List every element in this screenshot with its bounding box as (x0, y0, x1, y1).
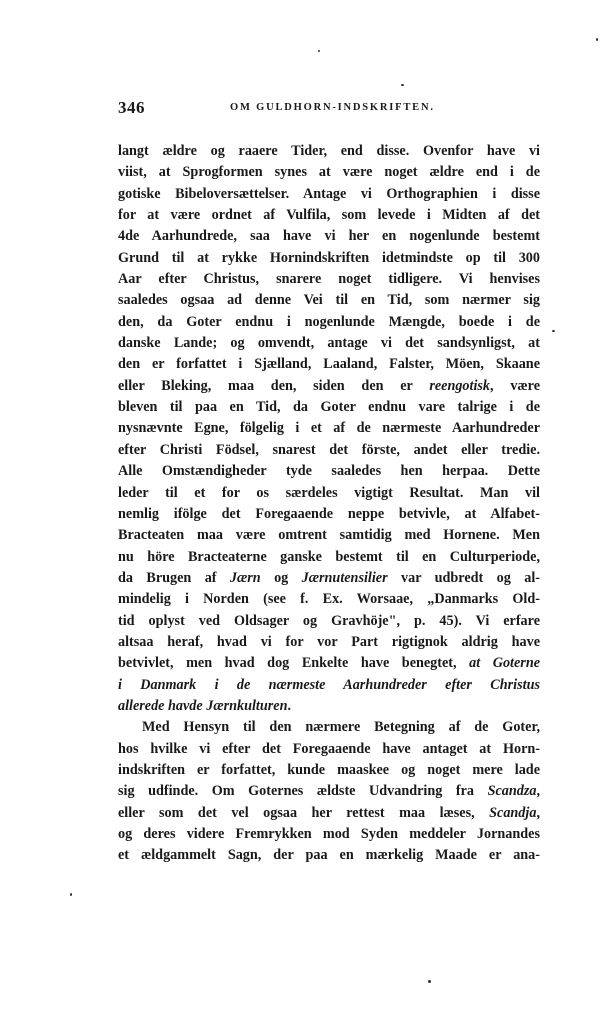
text-line: saaledes ogsaa ad denne Vei til en Tid, som nærmer sig (118, 292, 540, 309)
text-line: Grund til at rykke Hornindskriften idetmindste op til 300 (118, 249, 540, 266)
text-line: leder til et for os særdeles vigtigt Resultat. Man vil (118, 484, 540, 501)
page-number: 346 (118, 98, 145, 117)
text-line: betvivlet, men hvad dog Enkelte have benegtet, at Goterne (118, 655, 541, 672)
text-line: mindelig i Norden (see f. Ex. Worsaae, „Danmarks Old- (118, 591, 540, 608)
running-title: OM GULDHORN-INDSKRIFTEN. (230, 102, 435, 113)
text-line: hos hvilke vi efter det Foregaaende have antaget at Horn- (118, 740, 540, 757)
italic-text: allerede havde Jærnkulturen (118, 697, 288, 714)
text-line: langt ældre og raaere Tider, end disse. Ovenfor have vi (118, 143, 540, 159)
text-line: efter Christi Födsel, snarest det förste, andet eller tredie. (118, 441, 540, 458)
text-line: nysnævnte Egne, fölgelig i et af de nærmeste Aarhundreder (118, 420, 540, 437)
italic-text: Scandja (489, 804, 537, 821)
scan-speck (401, 84, 404, 86)
text-line: den, da Goter endnu i nogenlunde Mængde, boede i de (118, 313, 540, 330)
scan-speck (428, 980, 431, 983)
text-line: tid oplyst ved Oldsager og Gravhöje", p. 45). Vi erfare (118, 612, 540, 629)
text-line: for at være ordnet af Vulfila, som levede i Midten af det (118, 207, 540, 224)
text-line: danske Lande; og omvendt, antage vi det sandsynligst, at (118, 335, 540, 352)
text-line: et ældgammelt Sagn, der paa en mærkelig Maade er ana- (118, 847, 540, 864)
text-line: Bracteaten maa være omtrent samtidig med Hornene. Men (118, 527, 540, 544)
scan-speck (552, 330, 555, 332)
scan-speck (596, 38, 598, 41)
text-line: da Brugen af Jærn og Jærnutensilier var udbredt og al- (118, 569, 540, 586)
text-line: indskriften er forfattet, kunde maaskee og noget mere lade (118, 761, 540, 778)
text-line: allerede havde Jærnkulturen. (118, 697, 292, 714)
italic-text: at Goterne (469, 655, 541, 672)
italic-text: reengotisk (429, 377, 491, 394)
italic-text: Jærn (229, 569, 261, 586)
italic-text: Jærnutensilier (301, 569, 388, 586)
text-line: gotiske Bibeloversættelser. Antage vi Orthographien i disse (118, 185, 540, 202)
text-line: Aar efter Christus, snarere noget tidligere. Vi henvises (118, 271, 540, 288)
text-line: nu höre Bracteaterne ganske bestemt til en Culturperiode, (118, 548, 540, 565)
text-line: viist, at Sprogformen synes at være noget ældre end i de (118, 164, 540, 181)
text-line: altsaa heraf, hvad vi for vor Part rigtignok aldrig have (118, 633, 540, 650)
text-line: nemlig ifölge det Foregaaende neppe betvivle, at Alfabet- (118, 505, 540, 522)
italic-text: Scandza (487, 783, 537, 800)
text-line: sig udfinde. Om Goternes ældste Udvandring fra Scandza, (118, 783, 540, 800)
text-line: eller Bleking, maa den, siden den er reengotisk, være (118, 377, 540, 394)
text-line: 4de Aarhundrede, saa have vi her en nogenlunde bestemt (118, 228, 540, 245)
text-line: og deres videre Fremrykken mod Syden meddeler Jornandes (118, 826, 540, 842)
body-text (118, 141, 540, 867)
text-line: den er forfattet i Sjælland, Laaland, Falster, Möen, Skaane (118, 356, 540, 373)
italic-text: i Danmark i de nærmeste Aarhundreder efter Christus (118, 676, 540, 693)
text-line: bleven til paa en Tid, da Goter endnu vare talrige i de (118, 399, 540, 416)
text-line (118, 675, 540, 696)
text-line: Med Hensyn til den nærmere Betegning af de Goter, (142, 719, 540, 736)
text-line: eller som det vel ogsaa her rettest maa læses, Scandja, (118, 804, 540, 821)
scan-speck (318, 50, 320, 52)
scan-speck (70, 893, 72, 896)
text-line: Alle Omstændigheder tyde saaledes hen herpaa. Dette (118, 463, 540, 480)
page-header (118, 98, 548, 122)
